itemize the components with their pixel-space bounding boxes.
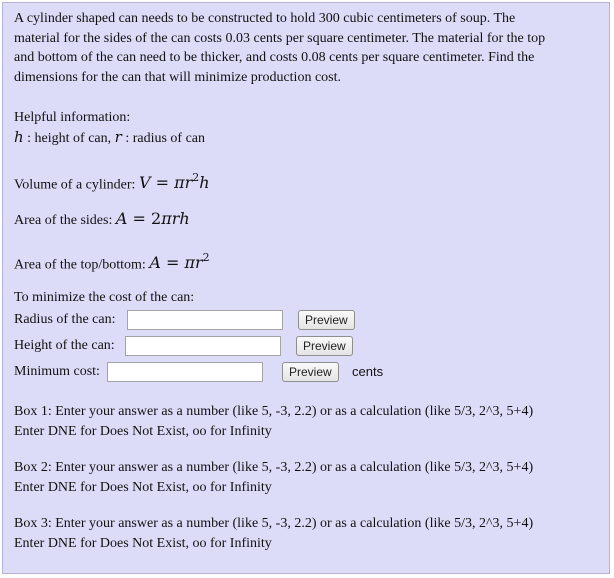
radius-input[interactable] [127,310,283,330]
box2-hint [14,458,533,497]
hint-line: Enter DNE for Does Not Exist, oo for Infinity [14,423,272,439]
hint-line: Box 2: Enter your answer as a number (like 5, -3, 2.2) or as a calculation (like 5/3, 2^3, 5+4) [14,460,534,475]
variable-definitions [14,128,205,149]
box3-hint [14,514,533,553]
hint-line: Box 3: Enter your answer as a number (like 5, -3, 2.2) or as a calculation (like 5/3, 2^3, 5+4) [14,516,534,531]
radius-preview-button[interactable]: Preview [298,310,355,330]
volume-label: Volume of a cylinder: [14,177,139,193]
hint-line: Box 1: Enter your answer as a number (like 5, -3, 2.2) or as a calculation (like 5/3, 2^3, 5+4) [14,404,534,419]
math-var: r [194,253,203,273]
cost-input[interactable] [107,362,263,382]
top-bottom-formula [14,249,210,275]
math-op: = [127,209,151,228]
problem-line: material for the sides of the can costs 0.03 cents per square centimeter. The material for the top [14,30,546,46]
height-input[interactable] [125,336,281,356]
form-intro: To minimize the cost of the can: [14,290,195,305]
math-op: = [160,253,185,273]
sides-equation [116,209,190,228]
problem-line: A cylinder shaped can needs to be constructed to hold 300 cubic centimeters of soup. The [14,11,516,26]
cost-preview-button[interactable]: Preview [282,362,339,382]
math-var: πrh [161,209,190,228]
math-exponent: 2 [202,251,210,264]
volume-formula [14,169,210,195]
cost-unit: cents [352,364,384,379]
top-bottom-equation [149,253,209,272]
sides-formula [14,209,190,231]
problem-line: and bottom of the can need to be thicker, and costs 0.08 cents per square centimeter. Find the [14,50,535,66]
math-var: π [184,253,195,273]
math-var: A [149,253,161,273]
math-var: V [138,173,151,193]
hint-line: Enter DNE for Does Not Exist, oo for Infinity [14,479,272,495]
box1-hint [14,402,533,441]
height-label: Height of the can: [14,338,115,353]
var-h-desc: : height of can, [23,130,115,146]
height-row [14,334,115,358]
helpful-info [14,108,205,148]
volume-equation [139,173,210,192]
hint-line: Enter DNE for Does Not Exist, oo for Infinity [14,535,272,551]
problem-line: dimensions for the can that will minimize production cost. [14,69,341,85]
helpful-heading: Helpful information: [14,110,131,125]
var-r: r [114,127,122,146]
height-preview-button[interactable]: Preview [296,336,353,356]
problem-statement [14,9,545,87]
math-var: h [199,173,210,193]
math-var: π [174,173,185,193]
top-bottom-label: Area of the top/bottom: [14,257,150,273]
var-r-desc: : radius of can [121,130,206,146]
math-var: r [184,173,193,193]
question-panel [2,2,610,574]
radius-row [14,308,115,332]
math-var: A [115,209,128,228]
math-exponent: 2 [192,171,200,184]
cost-label: Minimum cost: [14,364,100,379]
math-number: 2 [151,209,162,228]
var-h: h [14,127,24,146]
cost-row [14,360,100,384]
sides-label: Area of the sides: [14,213,116,228]
math-op: = [150,173,175,193]
radius-label: Radius of the can: [14,312,116,327]
